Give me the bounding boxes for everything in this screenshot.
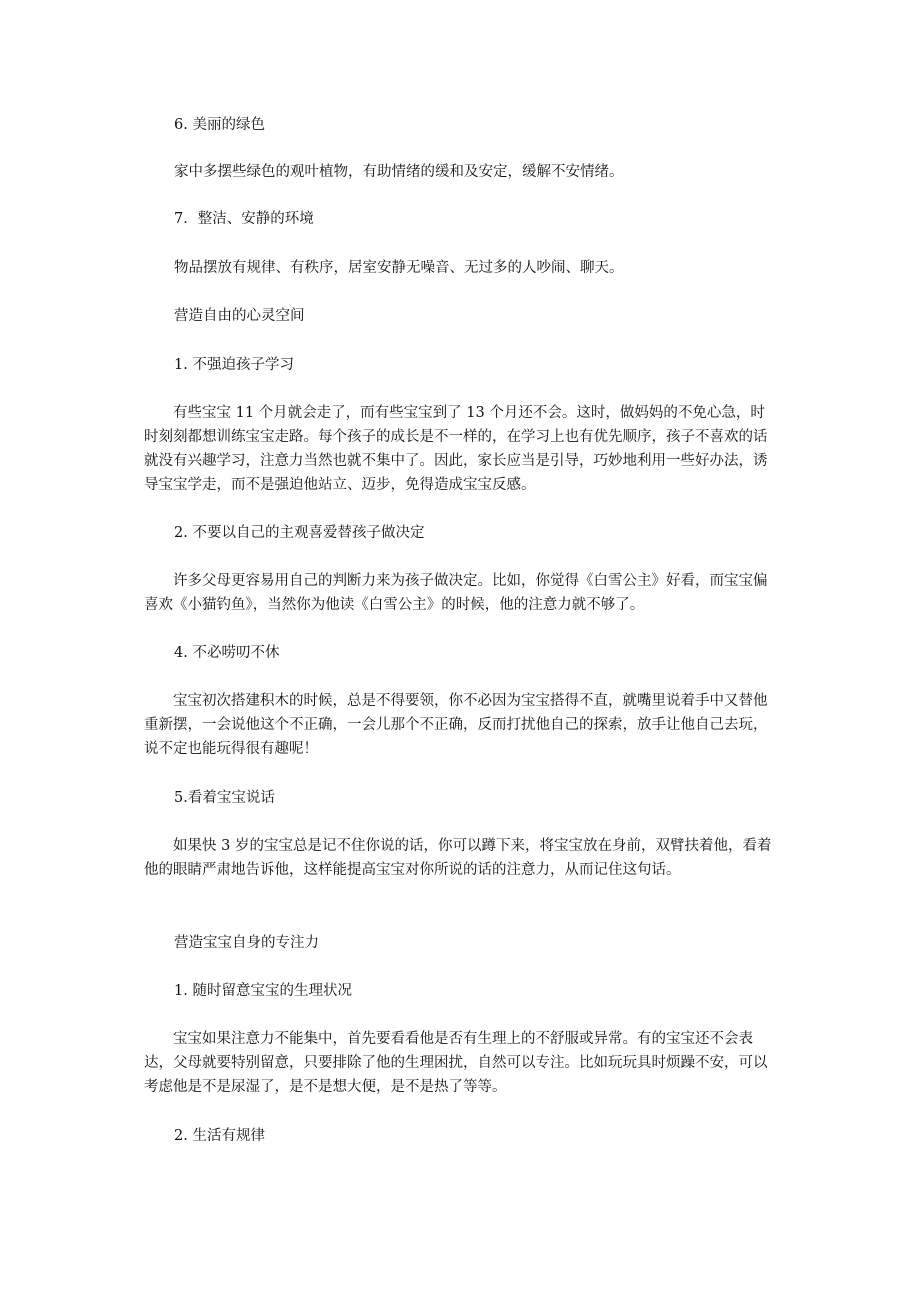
paragraph: 如果快 3 岁的宝宝总是记不住你说的话，你可以蹲下来，将宝宝放在身前，双臂扶着他，看着他的眼睛严肃地告诉他，这样能提高宝宝对你所说的话的注意力，从而记住这句话。 xyxy=(144,838,772,878)
section-heading: 4. 不必唠叨不休 xyxy=(174,645,280,661)
paragraph: 宝宝初次搭建积木的时候，总是不得要领，你不必因为宝宝搭得不直，就嘴里说着手中又替他重新摆，一会说他这个不正确，一会儿那个不正确，反而打扰他自己的探索，放手让他自己去玩，说不定也能玩得很有趣呢！ xyxy=(144,693,768,757)
paragraph: 许多父母更容易用自己的判断力来为孩子做决定。比如，你觉得《白雪公主》好看，而宝宝偏喜欢《小猫钓鱼》，当然你为他读《白雪公主》的时候，他的注意力就不够了。 xyxy=(144,573,768,613)
section-heading: 1. 不强迫孩子学习 xyxy=(174,357,294,373)
paragraph: 宝宝如果注意力不能集中，首先要看看他是否有生理上的不舒服或异常。有的宝宝还不会表达，父母就要特别留意，只要排除了他的生理困扰，自然可以专注。比如玩玩具时烦躁不安，可以考虑他是不是尿湿了，是不是想大便，是不是热了等等。 xyxy=(144,1031,768,1095)
paragraph: 有些宝宝 11 个月就会走了，而有些宝宝到了 13 个月还不会。这时，做妈妈的不免心急，时时刻刻都想训练宝宝走路。每个孩子的成长是不一样的，在学习上也有优先顺序，孩子不喜欢的话就没有兴趣学习，注意力当然也就不集中了。因此，家长应当是引导，巧妙地利用一些好办法，诱导宝宝学走，而不是强迫他站立、迈步，免得造成宝宝反感。 xyxy=(144,405,768,493)
section-heading: 6. 美丽的绿色 xyxy=(174,117,265,133)
section-heading: 7．整洁、安静的环境 xyxy=(174,211,314,227)
section-heading: 营造自由的心灵空间 xyxy=(174,308,305,324)
section-heading: 2. 不要以自己的主观喜爱替孩子做决定 xyxy=(174,525,425,541)
section-heading: 1. 随时留意宝宝的生理状况 xyxy=(174,983,352,999)
paragraph: 物品摆放有规律、有秩序，居室安静无噪音、无过多的人吵闹、聊天。 xyxy=(174,260,624,276)
section-heading: 营造宝宝自身的专注力 xyxy=(174,935,319,951)
section-heading: 2. 生活有规律 xyxy=(174,1128,265,1144)
section-heading: 5.看着宝宝说话 xyxy=(174,790,275,806)
paragraph: 家中多摆些绿色的观叶植物，有助情绪的缓和及安定，缓解不安情绪。 xyxy=(174,164,624,180)
